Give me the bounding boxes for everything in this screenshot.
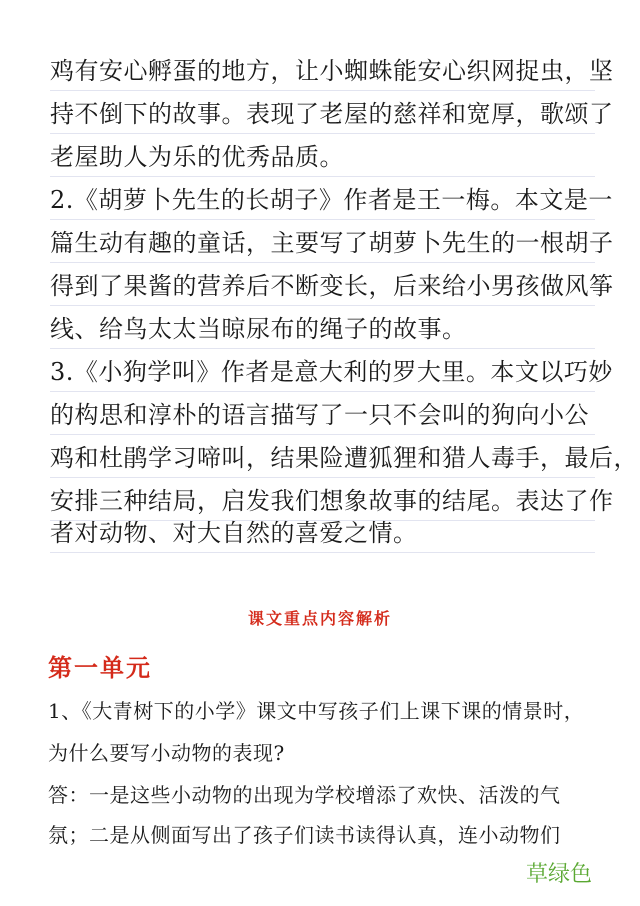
section-title: 课文重点内容解析 xyxy=(247,609,392,628)
text-line: 者对动物、对大自然的喜爱之情。 xyxy=(50,516,595,553)
text-line: 线、给鸟太太当晾尿布的绳子的故事。 xyxy=(50,312,595,349)
text-line: 鸡和杜鹃学习啼叫，结果险遭狐狸和猎人毒手，最后， xyxy=(50,441,595,478)
text-line: 3.《小狗学叫》作者是意大利的罗大里。本文以巧妙 xyxy=(50,355,595,392)
text-line: 2.《胡萝卜先生的长胡子》作者是王一梅。本文是一 xyxy=(50,183,595,220)
watermark-text: 草绿色 xyxy=(525,862,592,887)
text-line: 得到了果酱的营养后不断变长，后来给小男孩做风筝 xyxy=(50,269,595,306)
question-line: 为什么要写小动物的表现? xyxy=(48,741,285,765)
question-line: 1、《大青树下的小学》课文中写孩子们上课下课的情景时， xyxy=(48,699,585,723)
answer-line: 答：一是这些小动物的出现为学校增添了欢快、活泼的气 xyxy=(48,783,561,807)
unit-title: 第一单元 xyxy=(48,653,152,682)
text-line: 鸡有安心孵蛋的地方，让小蜘蛛能安心织网捉虫，坚 xyxy=(50,54,595,91)
text-line: 的构思和淳朴的语言描写了一只不会叫的狗向小公 xyxy=(50,398,595,435)
text-line: 安排三种结局，启发我们想象故事的结尾。表达了作 xyxy=(50,484,595,521)
text-line: 篇生动有趣的童话，主要写了胡萝卜先生的一根胡子 xyxy=(50,226,595,263)
text-line: 老屋助人为乐的优秀品质。 xyxy=(50,140,595,177)
text-line: 持不倒下的故事。表现了老屋的慈祥和宽厚，歌颂了 xyxy=(50,97,595,134)
answer-line: 氛；二是从侧面写出了孩子们读书读得认真，连小动物们 xyxy=(48,823,561,847)
